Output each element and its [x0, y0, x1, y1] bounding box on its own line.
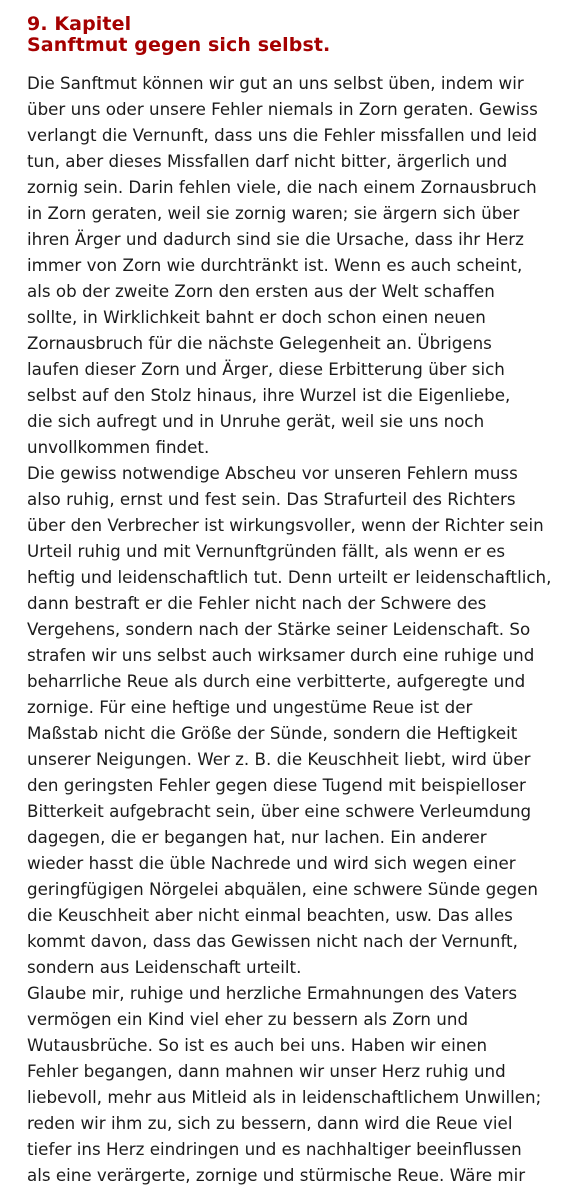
text-line: sondern aus Leidenschaft urteilt.	[27, 957, 302, 977]
text-line: vermögen ein Kind viel eher zu bessern als Zorn und	[27, 1009, 469, 1029]
text-line: immer von Zorn wie durchtränkt ist. Wenn es auch scheint,	[27, 255, 523, 275]
text-line: reden wir ihm zu, sich zu bessern, dann wird die Reue viel	[27, 1113, 513, 1133]
text-line: kommt davon, dass das Gewissen nicht nach der Vernunft,	[27, 931, 518, 951]
text-line: als ob der zweite Zorn den ersten aus der Welt schaffen	[27, 281, 495, 301]
text-line: laufen dieser Zorn und Ärger, diese Erbitterung über sich	[27, 359, 505, 379]
text-line: Maßstab nicht die Größe der Sünde, sondern die Heftigkeit	[27, 723, 518, 743]
text-line: heftig und leidenschaftlich tut. Denn urteilt er leidenschaftlich,	[27, 567, 552, 587]
text-line: Vergehens, sondern nach der Stärke seiner Leidenschaft. So	[27, 619, 531, 639]
paragraph-3	[27, 980, 547, 1188]
text-line: tiefer ins Herz eindringen und es nachhaltiger beeinflussen	[27, 1139, 522, 1159]
text-line: tun, aber dieses Missfallen darf nicht bitter, ärgerlich und	[27, 151, 508, 171]
paragraph-1	[27, 70, 547, 460]
paragraph-2	[27, 460, 552, 980]
text-line: geringfügigen Nörgelei abquälen, eine schwere Sünde gegen	[27, 879, 538, 899]
body-text	[27, 70, 552, 1188]
text-line: Bitterkeit aufgebracht sein, über eine schwere Verleumdung	[27, 801, 532, 821]
text-line: Glaube mir, ruhige und herzliche Ermahnungen des Vaters	[27, 983, 518, 1003]
text-line: als eine verärgerte, zornige und stürmische Reue. Wäre mir	[27, 1165, 526, 1185]
text-line: Wutausbrüche. So ist es auch bei uns. Haben wir einen	[27, 1035, 488, 1055]
text-line: selbst auf den Stolz hinaus, ihre Wurzel ist die Eigenliebe,	[27, 385, 511, 405]
text-line: Fehler begangen, dann mahnen wir unser Herz ruhig und	[27, 1061, 506, 1081]
text-line: unvollkommen findet.	[27, 437, 210, 457]
text-line: also ruhig, ernst und fest sein. Das Strafurteil des Richters	[27, 489, 516, 509]
text-line: Die Sanftmut können wir gut an uns selbst üben, indem wir	[27, 73, 524, 93]
chapter-number: 9. Kapitel	[27, 13, 132, 35]
text-line: die Keuschheit aber nicht einmal beachten, usw. Das alles	[27, 905, 513, 925]
text-line: dagegen, die er begangen hat, nur lachen. Ein anderer	[27, 827, 487, 847]
text-line: unserer Neigungen. Wer z. B. die Keuschheit liebt, wird über	[27, 749, 531, 769]
text-line: Die gewiss notwendige Abscheu vor unseren Fehlern muss	[27, 463, 518, 483]
document-page	[27, 13, 552, 1188]
text-line: zornige. Für eine heftige und ungestüme Reue ist der	[27, 697, 473, 717]
text-line: beharrliche Reue als durch eine verbitterte, aufgeregte und	[27, 671, 526, 691]
text-line: Urteil ruhig und mit Vernunftgründen fällt, als wenn er es	[27, 541, 506, 561]
text-line: wieder hasst die üble Nachrede und wird sich wegen einer	[27, 853, 516, 873]
text-line: ihren Ärger und dadurch sind sie die Ursache, dass ihr Herz	[27, 229, 524, 249]
text-line: über uns oder unsere Fehler niemals in Zorn geraten. Gewiss	[27, 99, 538, 119]
text-line: strafen wir uns selbst auch wirksamer durch eine ruhige und	[27, 645, 535, 665]
text-line: dann bestraft er die Fehler nicht nach der Schwere des	[27, 593, 487, 613]
text-line: über den Verbrecher ist wirkungsvoller, wenn der Richter sein	[27, 515, 544, 535]
text-line: die sich aufregt und in Unruhe gerät, weil sie uns noch	[27, 411, 485, 431]
text-line: den geringsten Fehler gegen diese Tugend mit beispielloser	[27, 775, 526, 795]
text-line: liebevoll, mehr aus Mitleid als in leidenschaftlichem Unwillen;	[27, 1087, 542, 1107]
text-line: in Zorn geraten, weil sie zornig waren; sie ärgern sich über	[27, 203, 520, 223]
chapter-title: Sanftmut gegen sich selbst.	[27, 34, 331, 56]
text-line: sollte, in Wirklichkeit bahnt er doch schon einen neuen	[27, 307, 486, 327]
text-line: Zornausbruch für die nächste Gelegenheit an. Übrigens	[27, 333, 492, 353]
text-line: zornig sein. Darin fehlen viele, die nach einem Zornausbruch	[27, 177, 537, 197]
chapter-heading	[27, 14, 547, 56]
text-line: verlangt die Vernunft, dass uns die Fehler missfallen und leid	[27, 125, 538, 145]
